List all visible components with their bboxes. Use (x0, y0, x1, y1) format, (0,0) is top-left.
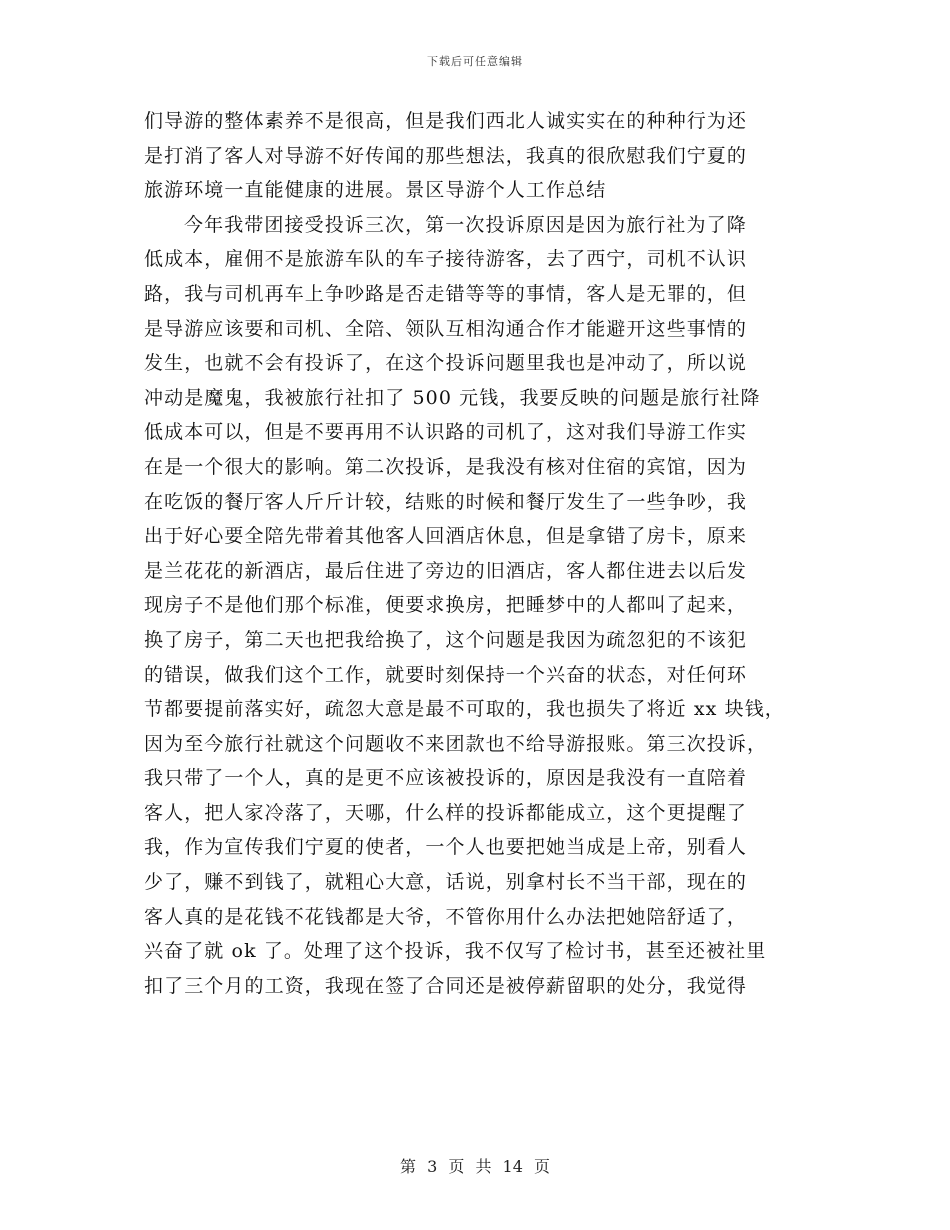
text-line: 们导游的整体素养不是很高，但是我们西北人诚实实在的种种行为还 (144, 110, 748, 132)
text-line: 现房子不是他们那个标准，便要求换房，把睡梦中的人都叫了起来， (144, 594, 748, 617)
text-line: 旅游环境一直能健康的进展。景区导游个人工作总结 (144, 179, 607, 202)
document-body (144, 104, 814, 1003)
text-line: 发生，也就不会有投诉了，在这个投诉问题里我也是冲动了，所以说 (144, 352, 748, 375)
page-header-note: 下载后可任意编辑 (427, 55, 523, 68)
paragraph-start-line: 今年我带团接受投诉三次，第一次投诉原因是因为旅行社为了降 (184, 213, 747, 236)
text-line: 扣了三个月的工资，我现在签了合同还是被停薪留职的处分，我觉得 (144, 974, 748, 997)
page-number: 第 3 页 共 14 页 (400, 1157, 550, 1176)
text-line: 节都要提前落实好，疏忽大意是最不可取的，我也损失了将近 xx 块钱， (144, 698, 785, 721)
text-line: 客人，把人家冷落了，天哪，什么样的投诉都能成立，这个更提醒了 (144, 801, 748, 824)
text-line: 冲动是魔鬼，我被旅行社扣了 500 元钱，我要反映的问题是旅行社降 (144, 386, 761, 409)
text-line: 兴奋了就 ok 了。处理了这个投诉，我不仅写了检讨书，甚至还被社里 (144, 940, 767, 963)
text-line: 我只带了一个人，真的是更不应该被投诉的，原因是我没有一直陪着 (144, 767, 748, 790)
text-line: 低成本可以，但是不要再用不认识路的司机了，这对我们导游工作实 (144, 421, 748, 444)
text-line: 是导游应该要和司机、全陪、领队互相沟通合作才能避开这些事情的 (144, 317, 748, 340)
text-line: 客人真的是花钱不花钱都是大爷，不管你用什么办法把她陪舒适了， (144, 905, 748, 928)
text-line: 是兰花花的新酒店，最后住进了旁边的旧酒店，客人都住进去以后发 (144, 559, 748, 582)
text-line: 在是一个很大的影响。第二次投诉，是我没有核对住宿的宾馆，因为 (144, 455, 748, 478)
text-line: 路，我与司机再车上争吵路是否走错等等的事情，客人是无罪的，但 (144, 282, 748, 305)
text-line: 少了，赚不到钱了，就粗心大意，话说，别拿村长不当干部，现在的 (144, 871, 748, 894)
text-line: 出于好心要全陪先带着其他客人回酒店休息，但是拿错了房卡，原来 (144, 525, 748, 548)
text-line: 换了房子，第二天也把我给换了，这个问题是我因为疏忽犯的不该犯 (144, 628, 748, 651)
text-line: 我，作为宣传我们宁夏的使者，一个人也要把她当成是上帝，别看人 (144, 836, 748, 859)
text-line: 因为至今旅行社就这个问题收不来团款也不给导游报账。第三次投诉， (144, 732, 768, 755)
text-line: 的错误，做我们这个工作，就要时刻保持一个兴奋的状态，对任何环 (144, 663, 748, 686)
text-line: 是打消了客人对导游不好传闻的那些想法，我真的很欣慰我们宁夏的 (144, 144, 748, 167)
text-line: 低成本，雇佣不是旅游车队的车子接待游客，去了西宁，司机不认识 (144, 248, 748, 271)
text-line: 在吃饭的餐厅客人斤斤计较，结账的时候和餐厅发生了一些争吵，我 (144, 490, 748, 513)
